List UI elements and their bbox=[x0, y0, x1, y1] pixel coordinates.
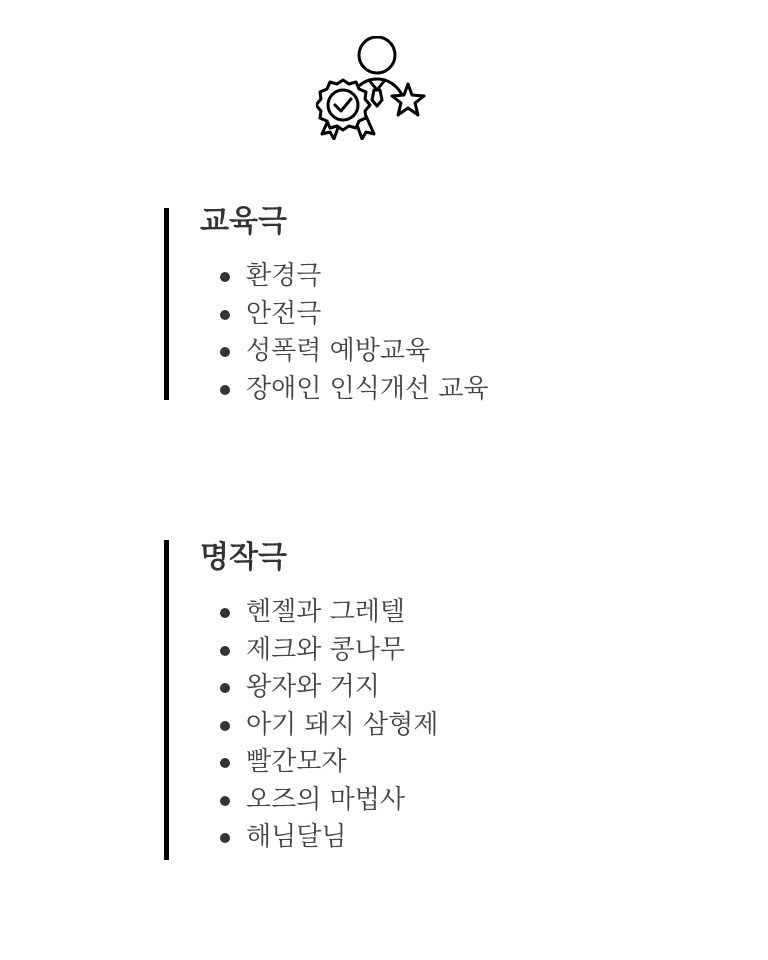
list-item bbox=[200, 371, 489, 409]
list-item bbox=[200, 782, 438, 820]
bullet-icon bbox=[220, 758, 230, 768]
section-classic-plays bbox=[164, 540, 438, 860]
list-item-label: 안전극 bbox=[246, 298, 322, 329]
list-item-label: 헨젤과 그레텔 bbox=[246, 597, 405, 627]
list-item bbox=[200, 333, 489, 371]
list-item bbox=[200, 594, 438, 632]
list-item bbox=[200, 744, 438, 782]
list-item-label: 해님달님 bbox=[246, 822, 347, 852]
bullet-icon bbox=[220, 272, 230, 282]
education-plays-list bbox=[200, 258, 489, 408]
list-item-label: 아기 돼지 삼형제 bbox=[246, 709, 439, 740]
list-item bbox=[200, 819, 438, 857]
bullet-icon bbox=[220, 385, 230, 395]
employee-award-icon bbox=[316, 36, 430, 140]
bullet-icon bbox=[220, 683, 230, 693]
list-item-label: 성폭력 예방교육 bbox=[246, 336, 431, 366]
bullet-icon bbox=[220, 347, 230, 357]
section-education-plays bbox=[164, 204, 489, 404]
list-item bbox=[200, 632, 438, 670]
classic-plays-list bbox=[200, 594, 438, 857]
list-item bbox=[200, 296, 489, 334]
bullet-icon bbox=[220, 608, 230, 618]
list-item bbox=[200, 669, 438, 707]
section-title: 명작극 bbox=[200, 540, 287, 575]
bullet-icon bbox=[220, 833, 230, 843]
list-item-label: 환경극 bbox=[246, 261, 322, 291]
bullet-icon bbox=[220, 310, 230, 320]
list-item-label: 빨간모자 bbox=[246, 747, 347, 777]
list-item-label: 오즈의 마법사 bbox=[246, 784, 405, 815]
list-item-label: 제크와 콩나무 bbox=[246, 634, 405, 665]
section-title: 교육극 bbox=[200, 204, 287, 239]
bullet-icon bbox=[220, 796, 230, 806]
list-item-label: 장애인 인식개선 교육 bbox=[246, 373, 489, 404]
bullet-icon bbox=[220, 721, 230, 731]
list-item-label: 왕자와 거지 bbox=[246, 672, 380, 702]
bullet-icon bbox=[220, 646, 230, 656]
list-item bbox=[200, 707, 438, 745]
list-item bbox=[200, 258, 489, 296]
